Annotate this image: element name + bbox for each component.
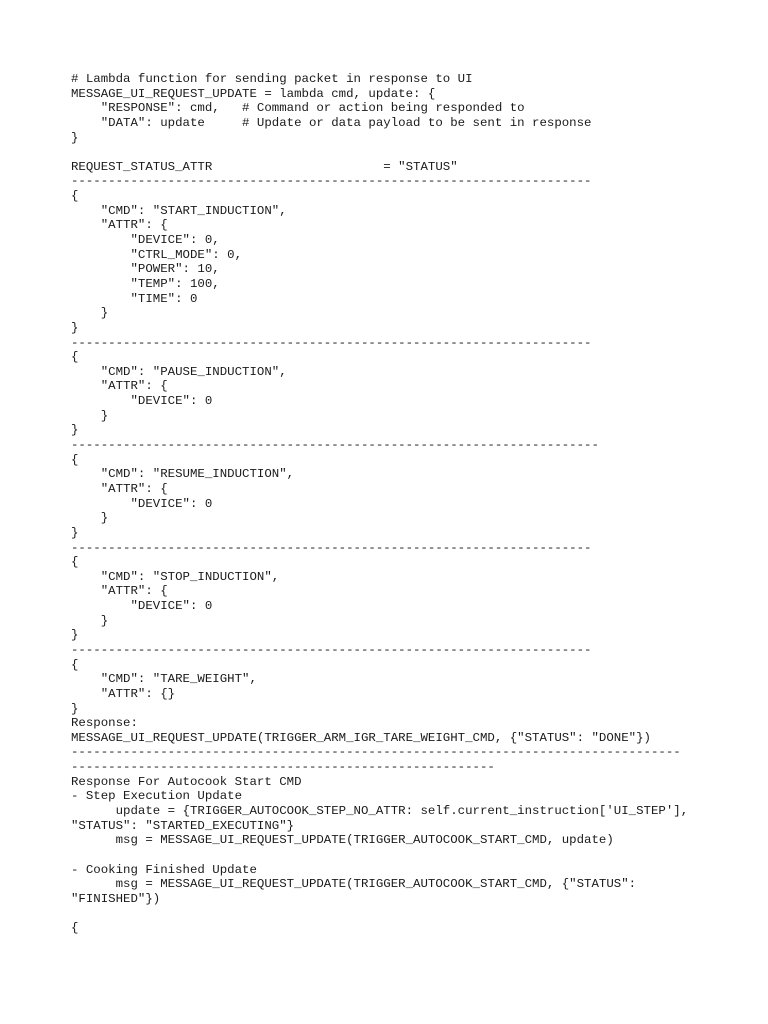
code-line [71, 145, 761, 160]
code-line: update = {TRIGGER_AUTOCOOK_STEP_NO_ATTR: self.current_instruction['UI_STEP'], [71, 804, 689, 819]
code-line: ---------------------------------------------------------------------- [71, 540, 592, 555]
code-line: "CMD": "TARE_WEIGHT", [71, 672, 257, 687]
code-line: } [71, 423, 79, 438]
code-line: - Cooking Finished Update [71, 862, 257, 877]
code-line: } [71, 408, 109, 423]
code-line: "TIME": 0 [71, 291, 198, 306]
code-line: "TEMP": 100, [71, 276, 220, 291]
code-line: MESSAGE_UI_REQUEST_UPDATE = lambda cmd, update: { [71, 86, 436, 101]
code-line: } [71, 130, 79, 145]
code-line: "ATTR": { [71, 379, 168, 394]
code-line [71, 848, 761, 863]
code-line: "FINISHED"}) [71, 891, 161, 906]
code-line: } [71, 320, 79, 335]
code-line: "DEVICE": 0 [71, 599, 213, 614]
code-line: "DEVICE": 0 [71, 496, 213, 511]
code-line: { [71, 657, 79, 672]
code-line: ---------------------------------------------------------------------- [71, 335, 592, 350]
code-line: "DEVICE": 0 [71, 394, 213, 409]
code-line: "POWER": 10, [71, 262, 220, 277]
code-line: "ATTR": { [71, 584, 168, 599]
code-line: # Lambda function for sending packet in response to UI [71, 72, 473, 86]
code-line: Response For Autocook Start CMD [71, 774, 302, 789]
code-line: { [71, 350, 79, 365]
code-line: "CMD": "STOP_INDUCTION", [71, 569, 280, 584]
code-line: "DEVICE": 0, [71, 233, 220, 248]
code-line: "CTRL_MODE": 0, [71, 247, 243, 262]
code-line: Response: [71, 716, 138, 731]
code-line: { [71, 189, 79, 204]
code-line: --------------------------------------------------------- [71, 760, 495, 775]
code-line: "DATA": update # Update or data payload to be sent in response [71, 115, 592, 130]
code-line: } [71, 511, 109, 526]
code-line: } [71, 701, 79, 716]
code-line: REQUEST_STATUS_ATTR = "STATUS" [71, 159, 458, 174]
code-line: } [71, 613, 109, 628]
code-line: msg = MESSAGE_UI_REQUEST_UPDATE(TRIGGER_AUTOCOOK_START_CMD, {"STATUS": [71, 877, 637, 892]
code-line: } [71, 306, 109, 321]
code-line: "ATTR": {} [71, 686, 176, 701]
code-line: - Step Execution Update [71, 789, 243, 804]
code-line: { [71, 452, 79, 467]
code-line: "RESPONSE": cmd, # Command or action being responded to [71, 101, 525, 116]
code-line: "ATTR": { [71, 481, 168, 496]
code-line: "ATTR": { [71, 218, 168, 233]
code-line: ---------------------------------------------------------------------- [71, 174, 592, 189]
code-line: ----------------------------------------------------------------------- [71, 438, 599, 453]
code-line: "CMD": "PAUSE_INDUCTION", [71, 364, 287, 379]
code-line: MESSAGE_UI_REQUEST_UPDATE(TRIGGER_ARM_IGR_TARE_WEIGHT_CMD, {"STATUS": "DONE"}) [71, 730, 651, 745]
code-line: msg = MESSAGE_UI_REQUEST_UPDATE(TRIGGER_AUTOCOOK_START_CMD, update) [71, 833, 614, 848]
code-line: ---------------------------------------------------------------------------------- [71, 745, 681, 760]
code-listing [71, 72, 761, 936]
code-line [71, 907, 761, 922]
code-line: } [71, 525, 79, 540]
code-line: "CMD": "START_INDUCTION", [71, 203, 287, 218]
code-line: ---------------------------------------------------------------------- [71, 642, 592, 657]
code-line: } [71, 628, 79, 643]
code-line: { [71, 921, 79, 936]
code-line: "STATUS": "STARTED_EXECUTING"} [71, 818, 295, 833]
code-line: "CMD": "RESUME_INDUCTION", [71, 467, 295, 482]
code-line: { [71, 555, 79, 570]
